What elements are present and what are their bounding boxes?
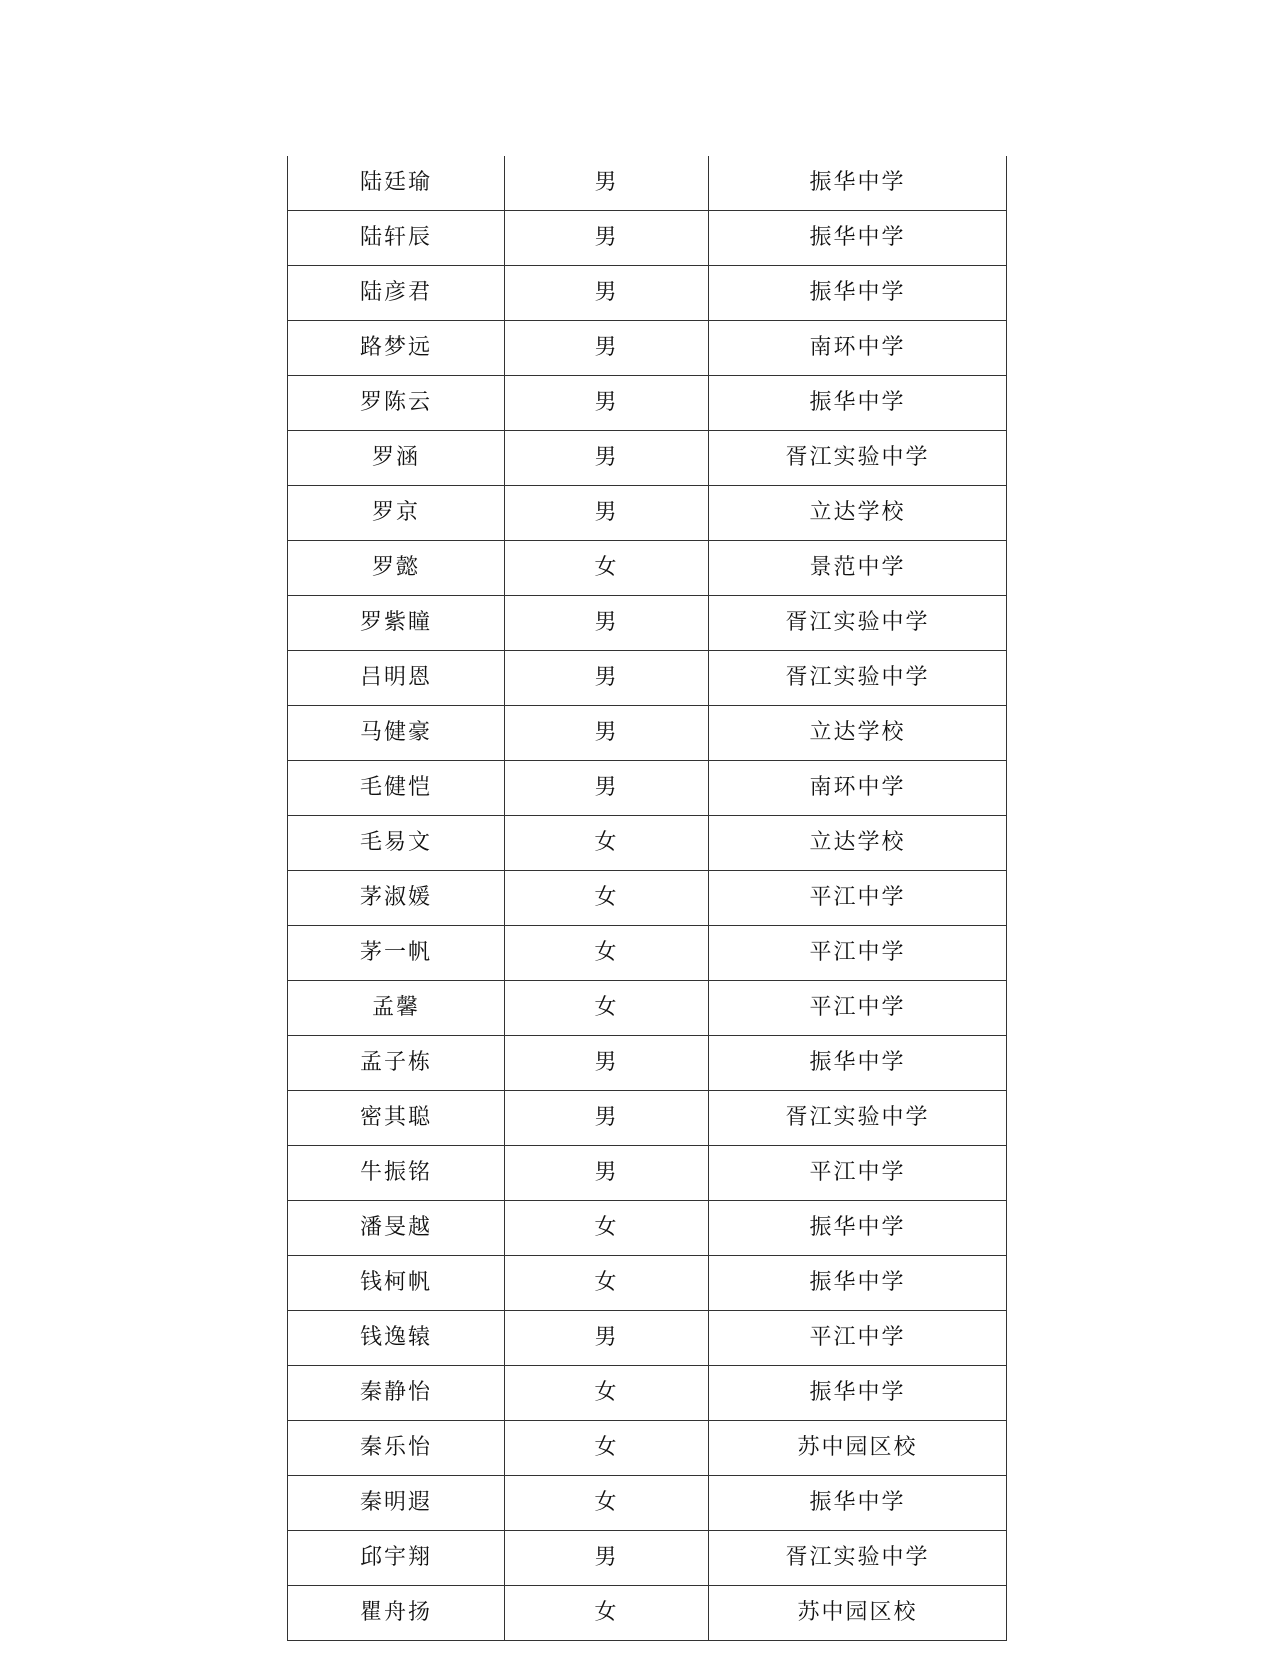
- school-cell: 苏中园区校: [709, 1421, 1007, 1476]
- school-cell: 胥江实验中学: [709, 596, 1007, 651]
- student-name-cell: 秦静怡: [288, 1366, 505, 1421]
- table-row: [288, 871, 1007, 926]
- table-row: [288, 1146, 1007, 1201]
- table-row: [288, 1421, 1007, 1476]
- table-row: [288, 1036, 1007, 1091]
- gender-cell: 女: [505, 1201, 709, 1256]
- gender-cell: 女: [505, 1366, 709, 1421]
- school-cell: 振华中学: [709, 376, 1007, 431]
- table-row: [288, 651, 1007, 706]
- school-cell: 南环中学: [709, 321, 1007, 376]
- student-name-cell: 孟馨: [288, 981, 505, 1036]
- gender-cell: 女: [505, 1586, 709, 1641]
- student-name-cell: 毛健恺: [288, 761, 505, 816]
- school-cell: 平江中学: [709, 1146, 1007, 1201]
- school-cell: 南环中学: [709, 761, 1007, 816]
- roster-table-body: [288, 156, 1007, 1641]
- gender-cell: 男: [505, 431, 709, 486]
- school-cell: 立达学校: [709, 816, 1007, 871]
- gender-cell: 男: [505, 156, 709, 211]
- school-cell: 平江中学: [709, 871, 1007, 926]
- student-name-cell: 秦乐怡: [288, 1421, 505, 1476]
- school-cell: 胥江实验中学: [709, 1091, 1007, 1146]
- table-row: [288, 321, 1007, 376]
- gender-cell: 男: [505, 1091, 709, 1146]
- school-cell: 平江中学: [709, 1311, 1007, 1366]
- gender-cell: 女: [505, 871, 709, 926]
- table-row: [288, 981, 1007, 1036]
- school-cell: 振华中学: [709, 211, 1007, 266]
- gender-cell: 女: [505, 1256, 709, 1311]
- table-row: [288, 1476, 1007, 1531]
- gender-cell: 男: [505, 1036, 709, 1091]
- student-name-cell: 路梦远: [288, 321, 505, 376]
- table-row: [288, 926, 1007, 981]
- school-cell: 平江中学: [709, 981, 1007, 1036]
- gender-cell: 女: [505, 541, 709, 596]
- table-row: [288, 596, 1007, 651]
- gender-cell: 男: [505, 376, 709, 431]
- school-cell: 振华中学: [709, 1366, 1007, 1421]
- student-name-cell: 孟子栋: [288, 1036, 505, 1091]
- school-cell: 胥江实验中学: [709, 1531, 1007, 1586]
- table-row: [288, 1531, 1007, 1586]
- table-row: [288, 761, 1007, 816]
- gender-cell: 女: [505, 1421, 709, 1476]
- gender-cell: 女: [505, 926, 709, 981]
- school-cell: 振华中学: [709, 266, 1007, 321]
- table-row: [288, 211, 1007, 266]
- student-name-cell: 罗京: [288, 486, 505, 541]
- table-row: [288, 266, 1007, 321]
- gender-cell: 女: [505, 981, 709, 1036]
- school-cell: 振华中学: [709, 156, 1007, 211]
- school-cell: 振华中学: [709, 1201, 1007, 1256]
- student-name-cell: 密其聪: [288, 1091, 505, 1146]
- gender-cell: 男: [505, 761, 709, 816]
- student-name-cell: 毛易文: [288, 816, 505, 871]
- student-name-cell: 马健豪: [288, 706, 505, 761]
- table-row: [288, 541, 1007, 596]
- student-name-cell: 茅一帆: [288, 926, 505, 981]
- gender-cell: 男: [505, 706, 709, 761]
- table-row: [288, 706, 1007, 761]
- gender-cell: 男: [505, 1531, 709, 1586]
- school-cell: 平江中学: [709, 926, 1007, 981]
- student-name-cell: 潘旻越: [288, 1201, 505, 1256]
- gender-cell: 男: [505, 651, 709, 706]
- table-row: [288, 431, 1007, 486]
- student-name-cell: 瞿舟扬: [288, 1586, 505, 1641]
- table-row: [288, 1311, 1007, 1366]
- gender-cell: 男: [505, 596, 709, 651]
- table-row: [288, 376, 1007, 431]
- table-row: [288, 1201, 1007, 1256]
- table-row: [288, 1366, 1007, 1421]
- school-cell: 胥江实验中学: [709, 651, 1007, 706]
- school-cell: 立达学校: [709, 706, 1007, 761]
- gender-cell: 女: [505, 1476, 709, 1531]
- student-name-cell: 罗涵: [288, 431, 505, 486]
- student-name-cell: 陆轩辰: [288, 211, 505, 266]
- gender-cell: 男: [505, 486, 709, 541]
- student-name-cell: 秦明遐: [288, 1476, 505, 1531]
- gender-cell: 男: [505, 1146, 709, 1201]
- table-row: [288, 816, 1007, 871]
- student-name-cell: 茅淑媛: [288, 871, 505, 926]
- table-row: [288, 1091, 1007, 1146]
- student-name-cell: 罗陈云: [288, 376, 505, 431]
- gender-cell: 男: [505, 1311, 709, 1366]
- student-name-cell: 钱逸辕: [288, 1311, 505, 1366]
- student-roster-table: [287, 156, 1007, 1641]
- table-row: [288, 1586, 1007, 1641]
- school-cell: 苏中园区校: [709, 1586, 1007, 1641]
- school-cell: 振华中学: [709, 1476, 1007, 1531]
- gender-cell: 男: [505, 321, 709, 376]
- school-cell: 振华中学: [709, 1036, 1007, 1091]
- student-name-cell: 罗紫瞳: [288, 596, 505, 651]
- school-cell: 胥江实验中学: [709, 431, 1007, 486]
- student-name-cell: 邱宇翔: [288, 1531, 505, 1586]
- table-row: [288, 156, 1007, 211]
- student-name-cell: 罗懿: [288, 541, 505, 596]
- gender-cell: 女: [505, 816, 709, 871]
- student-name-cell: 陆廷瑜: [288, 156, 505, 211]
- table-row: [288, 1256, 1007, 1311]
- student-name-cell: 钱柯帆: [288, 1256, 505, 1311]
- student-name-cell: 吕明恩: [288, 651, 505, 706]
- table-row: [288, 486, 1007, 541]
- school-cell: 立达学校: [709, 486, 1007, 541]
- gender-cell: 男: [505, 211, 709, 266]
- school-cell: 振华中学: [709, 1256, 1007, 1311]
- school-cell: 景范中学: [709, 541, 1007, 596]
- student-name-cell: 陆彦君: [288, 266, 505, 321]
- student-name-cell: 牛振铭: [288, 1146, 505, 1201]
- gender-cell: 男: [505, 266, 709, 321]
